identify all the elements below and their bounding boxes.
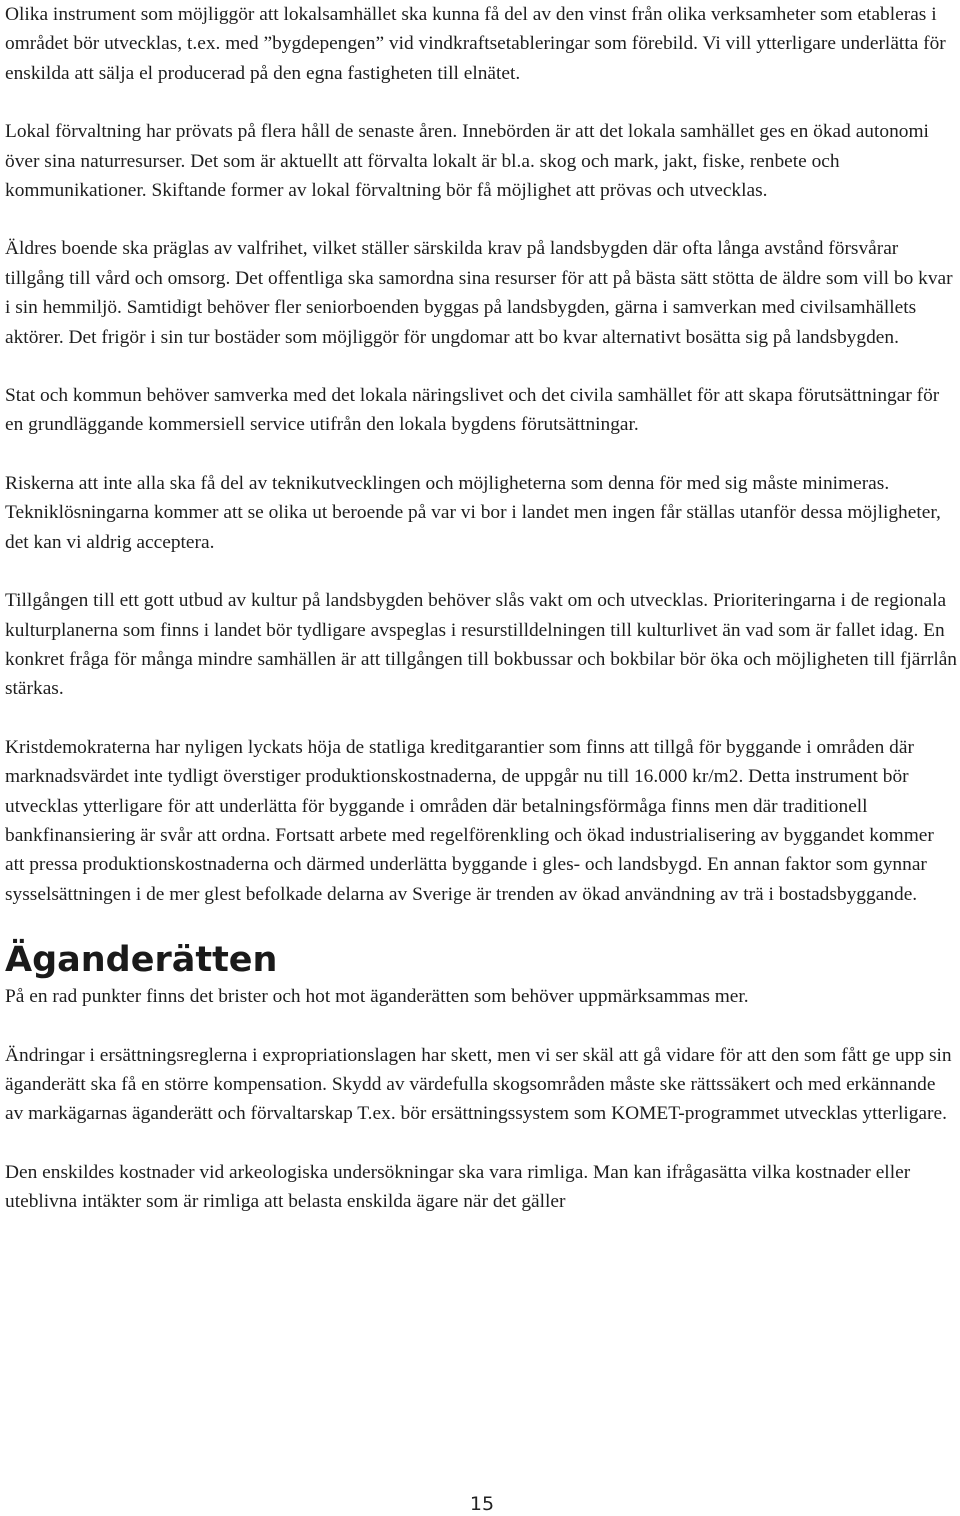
paragraph-elderly-housing: Äldres boende ska präglas av valfrihet, vilket ställer särskilda krav på landsbygden där ofta långa avstånd försvårar tillgång till vård och omsorg. Det offentliga ska samordna sina resurser för att på bästa sätt stötta de äldre som vill bo kvar i sin hemmiljö. Samtidigt behöver fler seniorboenden byggas på landsbygden, gärna i samverkan med civilsamhällets aktörer. Det frigör i sin tur bostäder som möjliggör för ungdomar att bo kvar alternativt bosätta sig på landsbygden. bbox=[5, 238, 953, 348]
paragraph-archaeology-costs: Den enskildes kostnader vid arkeologiska undersökningar ska vara rimliga. Man kan ifrågasätta vilka kostnader eller uteblivna intäkter som är rimliga att belasta enskilda ägare när det gäller bbox=[5, 1161, 911, 1213]
paragraph-ownership-threats: På en rad punkter finns det brister och hot mot äganderätten som behöver uppmärksammas mer. bbox=[5, 986, 749, 1008]
section-heading: Äganderätten bbox=[5, 940, 278, 981]
paragraph-expropriation: Ändringar i ersättningsreglerna i expropriationslagen har skett, men vi ser skäl att gå vidare för att den som fått ge upp sin äganderätt ska få en större kompensation. Skydd av värdefulla skogsområden måste ske rättssäkert och med erkännande av markägarnas äganderätt och förvaltarskap T.ex. bör ersättningssystem som KOMET-programmet utvecklas ytterligare. bbox=[5, 1044, 952, 1125]
paragraph-culture: Tillgången till ett gott utbud av kultur på landsbygden behöver slås vakt om och utvecklas. Prioriteringarna i de regionala kulturplanerna som finns i landet bör tydligare avspeglas i resurstilldelningen till kulturlivet än vad som är fallet idag. En konkret fråga för många mindre samhällen är att tillgången till bokbussar och bokbilar bör öka och möjligheten till fjärrlån stärkas. bbox=[5, 590, 958, 700]
paragraph-local-profit: Olika instrument som möjliggör att lokalsamhället ska kunna få del av den vinst från olika verksamheter som etableras i området bör utvecklas, t.ex. med ”bygdepengen” vid vindkraftsetableringar som förebild. Vi vill ytterligare underlätta för enskilda att sälja el producerad på den egna fastigheten till elnätet. bbox=[5, 4, 946, 84]
page-number: 15 bbox=[469, 1493, 495, 1515]
paragraph-credit-guarantees: Kristdemokraterna har nyligen lyckats höja de statliga kreditgarantier som finns att tillgå för byggande i områden där marknadsvärdet inte tydligt överstiger produktionskostnaderna, de uppgår nu till 16.000 kr/m2. Detta instrument bör utvecklas ytterligare för att underlätta för byggande i områden där betalningsförmåga finns men där traditionell bankfinansiering är svår att ordna. Fortsatt arbete med regelförenkling och ökad industrialisering av byggandet kommer att pressa produktionskostnaderna och därmed underlätta byggande i gles- och landsbygd. En annan faktor som gynnar sysselsättningen i de mer glest befolkade delarna av Sverige är trenden av ökad användning av trä i bostadsbyggande. bbox=[5, 736, 934, 905]
paragraph-technology-risks: Riskerna att inte alla ska få del av teknikutvecklingen och möjligheterna som denna för med sig måste minimeras. Tekniklösningarna kommer att se olika ut beroende på var vi bor i landet men ingen får ställas utanför dessa möjligheter, det kan vi aldrig acceptera. bbox=[5, 472, 941, 553]
paragraph-commercial-service: Stat och kommun behöver samverka med det lokala näringslivet och det civila samhället för att skapa förutsättningar för en grundläggande kommersiell service utifrån den lokala bygdens förutsättningar. bbox=[5, 385, 940, 436]
paragraph-local-management: Lokal förvaltning har prövats på flera håll de senaste åren. Innebörden är att det lokala samhället ges en ökad autonomi över sina naturresurser. Det som är aktuellt att förvalta lokalt är bl.a. skog och mark, jakt, fiske, renbete och kommunikationer. Skiftande former av lokal förvaltning bör få möjlighet att prövas och utvecklas. bbox=[5, 121, 929, 202]
document-page bbox=[5, 0, 957, 1246]
